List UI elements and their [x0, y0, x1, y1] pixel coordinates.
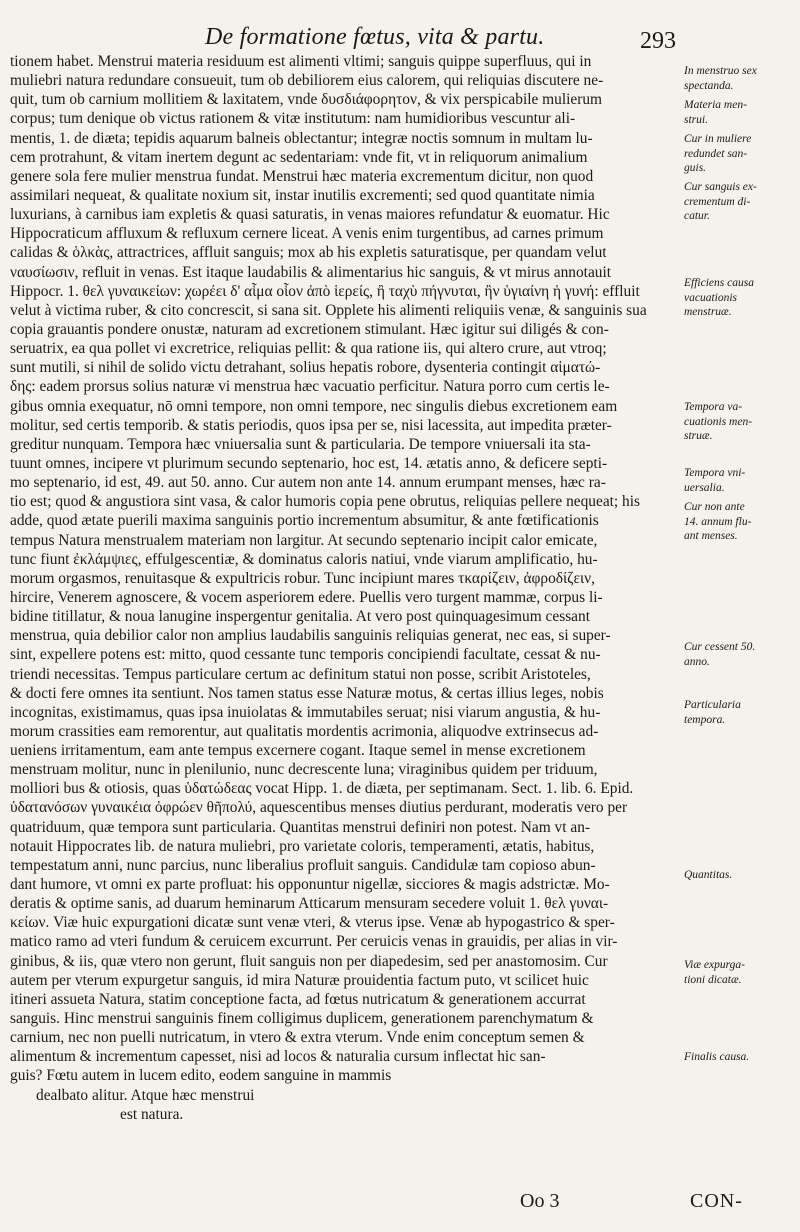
text-line: menstrua, quia debilior calor non amplius laudabilis sanguinis reliquias generat, nec eas, si super- [10, 627, 611, 645]
text-line: autem per vterum expurgetur sanguis, id mira Naturæ prouidentia factum puto, vt scilicet huic [10, 971, 589, 989]
text-line: incognitas, existimamus, quas ipsa inuiolatas & immutabiles seruat; nisi viarum angustia, & hu- [10, 703, 601, 721]
text-line: matico ramo ad vteri fundum & ceruicem excurrunt. Per ceruicis venas in grauidis, per alias in vir- [10, 933, 618, 951]
text-line: calidas & ὁλκὰς, attractrices, affluit sanguis; mox ab his expletis saturatisque, per quandam velut [10, 244, 607, 262]
text-line: sanguis. Hinc menstrui sanguinis finem colligimus duplicem, generationem parenchymatum & [10, 1010, 594, 1028]
text-line: tempus Natura menstrualem materiam non largitur. At secundo septenario incipit calor emicate, [10, 531, 598, 549]
text-line: κείων. Viæ huic expurgationi dicatæ sunt venæ vteri, & vterus ipse. Venæ ab hypogastrico & sper- [10, 914, 615, 932]
text-line: mentis, 1. de diæta; tepidis aquarum balneis oblectantur; integræ noctis somnum in multam lu- [10, 129, 593, 147]
text-line: tio est; quod & angustiora sint vasa, & calor humoris copia pene obrutus, reliquias pellere nequeat; his [10, 493, 641, 511]
text-line: carnium, nec non puelli nutricatum, in vtero & extra vterum. Vnde enim conceptum semen & [10, 1029, 585, 1047]
text-line: tionem habet. Menstrui materia residuum est alimenti vltimi; sanguis quippe superfluus, qui in [10, 53, 592, 70]
text-line: tempestatum anni, nunc parcius, nunc liberalius profluit sanguis. Candidulæ tam copioso abun- [10, 856, 596, 874]
margin-note: Cur in muliere redundet san- guis. [684, 133, 752, 174]
text-line: sunt mutili, si nihil de solido victu detrahant, solius hepatis robore, dysenteria contingit αἱματώ- [10, 359, 601, 377]
text-line: corpus; tum denique ob victus rationem & vitæ institutum: nam humidioribus vescuntur ali- [10, 110, 576, 128]
text-line: assimilari nequeat, & qualitate noxium sit, instar inutilis excrementi; sed quod quantitate nimia [10, 186, 595, 204]
text-line: adde, quod ætate puerili maxima sanguinis portio incrementum absumitur, & ante fœtificationis [10, 512, 599, 530]
text-line: notauit Hippocrates lib. de natura muliebri, pro varietate coloris, temperamenti, ætatis, habitus, [10, 837, 595, 855]
text-line: itineri assueta Natura, statim conceptione facta, ad fœtus nutricatum & generationem accurrat [10, 990, 586, 1008]
text-line: dealbato alitur. Atque hæc menstrui [36, 1086, 255, 1104]
text-line: tunc fiunt ἐκλάμψιες, effulgescentiæ, & dominatus caloris natiui, vnde viarum amplificatio, hu- [10, 550, 598, 568]
text-line [10, 1143, 682, 1162]
text-line: luxurians, à carnibus iam expletis & quasi saturatis, in venas maiores refundatur & euomatur. Hic [10, 206, 610, 224]
text-line: tuunt omnes, incipere vt plurimum secundo septenario, hoc est, 14. ætatis anno, & deficere septi- [10, 454, 608, 472]
text-line: Hippocraticum affluxum & refluxum cernere liceat. A venis enim turgentibus, ad carnes primum [10, 225, 604, 243]
text-line: menstruam molitur, nunc in plenilunio, nunc decrescente luna; viraginibus quidem per triduum, [10, 761, 598, 779]
margin-note: Cur sanguis ex- crementum di- catur. [684, 181, 757, 222]
text-line: ὑδατανόσων γυναικέια ὀφρώεν θῆπολύ, aquescentibus menses diutius perdurant, moderatis vero per [10, 799, 628, 817]
text-line: & docti fere omnes ita sentiunt. Nos tamen status esse Naturæ motus, & certas illius leges, nobis [10, 684, 604, 702]
text-line: seruatrix, ea qua pollet vi excretrice, reliquias pellit: & qua ratione iis, qui altero crure, aut vtroq; [10, 340, 607, 358]
margin-note: Particularia tempora. [684, 699, 741, 726]
text-line: hircire, Venerem agnoscere, & vocem asperiorem edere. Puellis vero turgent mammæ, corpus li- [10, 588, 603, 606]
page-footer [0, 1180, 800, 1220]
text-line: mo septenario, id est, 49. aut 50. anno. Cur autem non ante 14. annum erumpant menses, hæc ra- [10, 474, 606, 492]
text-line: copia grauantis pondere onustæ, naturam ad excretionem stimulant. Hæc igitur sui diligés & con- [10, 320, 609, 338]
text-line: molitur, sed certis temporib. & statis periodis, quos ipsa per se, nisi lacessita, aut impedita præter- [10, 416, 612, 434]
text-line: deratis & optime sanis, ad duarum heminarum Atticarum mensuram secedere voluit 1. θελ γυναι- [10, 895, 609, 913]
text-line: triendi necessitas. Tempus particulare certum ac definitum statui non posse, scribit Aristoteles, [10, 665, 591, 683]
margin-note: Materia men- strui. [684, 99, 747, 126]
signature-mark: Oo 3 [520, 1190, 560, 1212]
margin-note: Cur non ante 14. annum flu- ant menses. [684, 501, 752, 542]
text-line: Hippocr. 1. θελ γυναικείων: χωρέει δ' αἷμα οἷον ἀπὸ ἱερείς, ἢ ταχὺ πήγνυται, ἢν ὑγιαίνη ἡ γυνή: effluit [10, 282, 640, 300]
text-line: genere sola fere mulier menstrua fundat. Menstrui hæc materia excrementum dicitur, non quod [10, 167, 594, 185]
text-line: quatriduum, quæ tempora sunt particularia. Quantitas menstrui definiri non potest. Nam vt an- [10, 818, 591, 836]
text-line: δης: eadem prorsus solius naturæ vi menstrua hæc vacuatio perficitur. Natura porro cum certis le- [10, 378, 610, 396]
page-number: 293 [640, 28, 676, 54]
text-line: gibus omnia exequatur, nō omni tempore, non omni tempore, nec singulis diebus excretionem eam [10, 397, 618, 415]
text-line: velut à victima ruber, & cito concrescit, si sana sit. Opplete his alimenti reliquiis venæ, & sanguinis sua [10, 301, 647, 319]
text-line: est natura. [120, 1105, 184, 1123]
running-title: De formatione fœtus, vita & partu. [205, 24, 545, 50]
text-line: ginibus, & iis, quæ vtero non gerunt, fluit sanguis non per diapedesim, sed per anastomosim. Cur [10, 952, 608, 970]
margin-note: In menstruo sex spectanda. [684, 65, 757, 92]
main-text-block [10, 52, 682, 1162]
text-line: alimentum & incrementum capesset, nisi ad locos & naturalia cursum inflectat hic san- [10, 1048, 546, 1066]
margin-note: Tempora vni- uersalia. [684, 467, 746, 494]
text-line: greditur nunquam. Tempora hæc vniuersalia sunt & particularia. De tempore vniuersali ita sta- [10, 435, 591, 453]
margin-note: Cur cessent 50. anno. [684, 641, 756, 668]
text-line: ueniens irritamentum, eam ante tempus excernere cogant. Itaque semel in mense excretionem [10, 742, 586, 760]
margin-note: Quantitas. [684, 869, 733, 881]
text-line: quit, tum ob carnium mollitiem & laxitatem, vnde δυσδιάφορητον, & vix perspicabile mulierum [10, 91, 603, 109]
margin-note: Efficiens causa vacuationis menstruæ. [684, 277, 754, 318]
text-line [10, 1124, 682, 1143]
text-line: bidine titillatur, & noua lanugine inspergentur genitalia. At vero post quinquagesimum cessant [10, 608, 590, 626]
text-line: muliebri natura redundare consueuit, tum ob debiliorem eius calorem, qui reliquias discutere ne- [10, 72, 604, 90]
margin-note: Viæ expurga- tioni dicatæ. [684, 959, 745, 986]
text-line: ναυσίωσιν, refluit in venas. Est itaque laudabilis & alimentarius hic sanguis, & vt mirus annotauit [10, 263, 612, 281]
text-line: morum orgasmos, renuitasque & expultricis robur. Tunc incipiunt mares τκαρίζειν, ἀφροδίζειν, [10, 569, 595, 587]
text-line: dant humore, vt omni ex parte profluat: his opponuntur nigellæ, sicciores & magis adstrictæ. Mo- [10, 876, 610, 894]
margin-note: Finalis causa. [684, 1051, 750, 1063]
catchword: CON- [690, 1190, 743, 1212]
text-line: morum crassities eam remorentur, aut qualitatis mordentis acrimonia, aliquodve extrinsecus ad- [10, 722, 599, 740]
text-line: molliori bus & otiosis, quas ὑδατώδεας vocat Hipp. 1. de diæta, per septimanam. Sect. 1. lib. 6. Epid. [10, 780, 634, 798]
text-line: sint, expellere potens est: mitto, quod cessante tunc temporis concipiendi facultate, cessat & nu- [10, 646, 601, 664]
text-line: cem protrahunt, & vitam inertem degunt ac sedentariam: vnde fit, vt in reliquorum animalium [10, 148, 588, 166]
text-line: guis? Fœtu autem in lucem edito, eodem sanguine in mammis [10, 1067, 392, 1085]
margin-note: Tempora va- cuationis men- struæ. [684, 401, 753, 442]
